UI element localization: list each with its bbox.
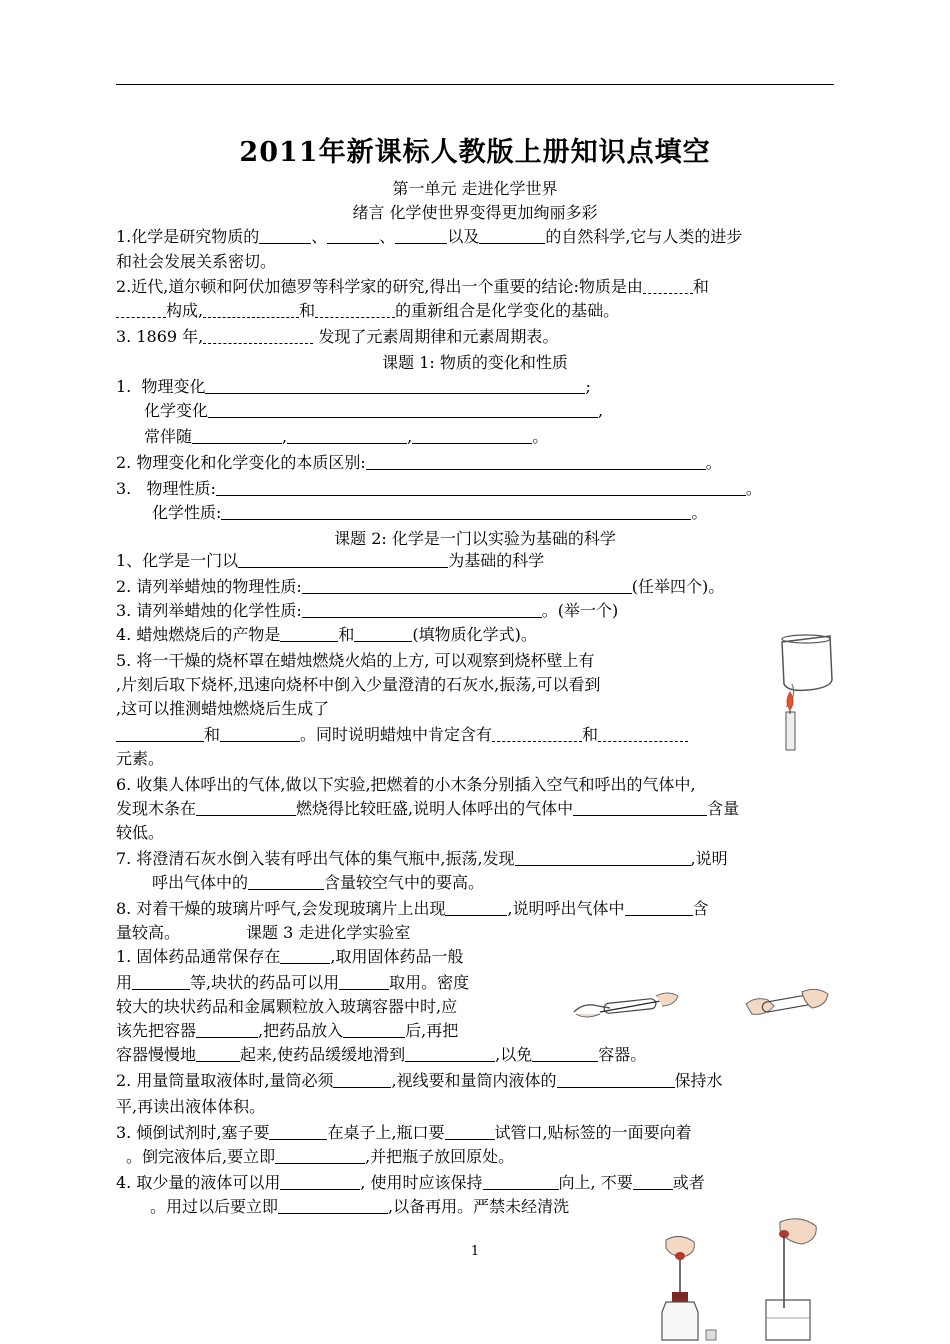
lesson2-q8-line2: 量较高。 课题 3 走进化学实验室 bbox=[116, 923, 411, 942]
lesson1-q2: 2. 物理变化和化学变化的本质区别: 。 bbox=[116, 453, 722, 472]
lesson3-q1-line5: 容器慢慢地 起来,使药品缓缓地滑到 ,以免 容器。 bbox=[116, 1045, 647, 1064]
intro-q2-line1: 2.近代,道尔顿和阿伏加德罗等科学家的研究,得出一个重要的结论:物质是由 和 bbox=[116, 277, 709, 296]
lesson2-q7-line1: 7. 将澄清石灰水倒入装有呼出气体的集气瓶中,振荡,发现 ,说明 bbox=[116, 849, 728, 868]
lesson2-q6-line1: 6. 收集人体呼出的气体,做以下实验,把燃着的小木条分别插入空气和呼出的气体中, bbox=[116, 775, 696, 794]
lesson3-q1-line3: 较大的块状药品和金属颗粒放入玻璃容器中时,应 bbox=[116, 997, 458, 1016]
lesson2-q6-line2: 发现木条在 燃烧得比较旺盛,说明人体呼出的气体中 含量 bbox=[116, 799, 740, 818]
intro-q1-line2: 和社会发展关系密切。 bbox=[116, 252, 277, 271]
lesson2-q5-line4: 和 。同时说明蜡烛中肯定含有 和 bbox=[116, 724, 688, 746]
block-solid-test-tube-illustration bbox=[740, 982, 834, 1026]
lesson3-heading: 课题 3 走进化学实验室 bbox=[246, 923, 411, 942]
lesson1-q3-chemical: 化学性质: 。 bbox=[152, 503, 708, 522]
lesson2-q5-line2: ,片刻后取下烧杯,迅速向烧杯中倒入少量澄清的石灰水,振荡,可以看到 bbox=[116, 675, 601, 694]
unit-heading: 第一单元 走进化学世界 bbox=[392, 179, 558, 198]
lesson2-q8-line1: 8. 对着干燥的玻璃片呼气,会发现玻璃片上出现 ,说明呼出气体中 含 bbox=[116, 899, 709, 918]
lesson1-q1-physical: 1. 物理变化 ; bbox=[116, 377, 591, 396]
page-number: 1 bbox=[470, 1244, 480, 1259]
lesson2-q5-line1: 5. 将一干燥的烧杯罩在蜡烛燃烧火焰的上方, 可以观察到烧杯壁上有 bbox=[116, 651, 595, 670]
dropper-beaker-illustration bbox=[760, 1214, 830, 1342]
lesson2-q5-line5: 元素。 bbox=[116, 749, 165, 768]
lesson2-heading: 课题 2: 化学是一门以实验为基础的科学 bbox=[334, 529, 616, 548]
solid-powder-test-tube-illustration bbox=[570, 982, 682, 1026]
page-title: 2011年新课标人教版上册知识点填空 bbox=[239, 137, 711, 168]
lesson3-q3-line1: 3. 倾倒试剂时,塞子要 在桌子上,瓶口要 试管口,贴标签的一面要向着 bbox=[116, 1123, 692, 1142]
lesson2-q1: 1、化学是一门以 为基础的科学 bbox=[116, 551, 545, 570]
lesson3-q1-line4: 该先把容器 ,把药品放入 后,再把 bbox=[116, 1021, 459, 1040]
lesson3-q3-line2: 。倒完液体后,要立即 ,并把瓶子放回原处。 bbox=[126, 1147, 515, 1166]
lesson1-q1-accompany: 常伴随 , , 。 bbox=[144, 427, 549, 446]
lesson2-q6-line3: 较低。 bbox=[116, 823, 165, 842]
intro-q2-line2: 构成, 和 的重新组合是化学变化的基础。 bbox=[116, 300, 619, 322]
lesson2-q3: 3. 请列举蜡烛的化学性质: 。(举一个) bbox=[116, 601, 619, 620]
lesson3-q1-line2: 用 等,块状的药品可以用 取用。密度 bbox=[116, 973, 470, 992]
intro-q1-line1: 1.化学是研究物质的 、 、 以及 的自然科学,它与人类的进步 bbox=[116, 227, 743, 246]
lesson3-q4-line1: 4. 取少量的液体可以用 , 使用时应该保持 向上, 不要 或者 bbox=[116, 1173, 705, 1192]
intro-heading: 绪言 化学使世界变得更加绚丽多彩 bbox=[352, 203, 598, 222]
lesson3-q2-line2: 平,再读出液体体积。 bbox=[116, 1097, 266, 1116]
lesson1-q1-chemical: 化学变化 , bbox=[144, 401, 604, 420]
lesson2-q2: 2. 请列举蜡烛的物理性质: (任举四个)。 bbox=[116, 577, 725, 596]
reagent-bottle-dropper-illustration bbox=[636, 1232, 718, 1342]
beaker-over-candle-illustration bbox=[770, 632, 840, 756]
intro-q3: 3. 1869 年, 发现了元素周期律和元素周期表。 bbox=[116, 327, 559, 346]
header-rule bbox=[116, 84, 834, 85]
lesson3-q4-line2: 。用过以后要立即 ,以备再用。严禁未经清洗 bbox=[150, 1197, 570, 1216]
lesson2-q5-line3: ,这可以推测蜡烛燃烧后生成了 bbox=[116, 699, 330, 718]
lesson1-q3-physical: 3. 物理性质: 。 bbox=[116, 479, 762, 498]
lesson2-q7-line2: 呼出气体中的 含量较空气中的要高。 bbox=[152, 873, 485, 892]
lesson1-heading: 课题 1: 物质的变化和性质 bbox=[382, 353, 568, 372]
lesson3-q2-line1: 2. 用量筒量取液体时,量筒必须 ,视线要和量筒内液体的 保持水 bbox=[116, 1071, 723, 1090]
lesson2-q4: 4. 蜡烛燃烧后的产物是 和 (填物质化学式)。 bbox=[116, 625, 537, 644]
lesson3-q1-line1: 1. 固体药品通常保存在 ,取用固体药品一般 bbox=[116, 947, 464, 966]
